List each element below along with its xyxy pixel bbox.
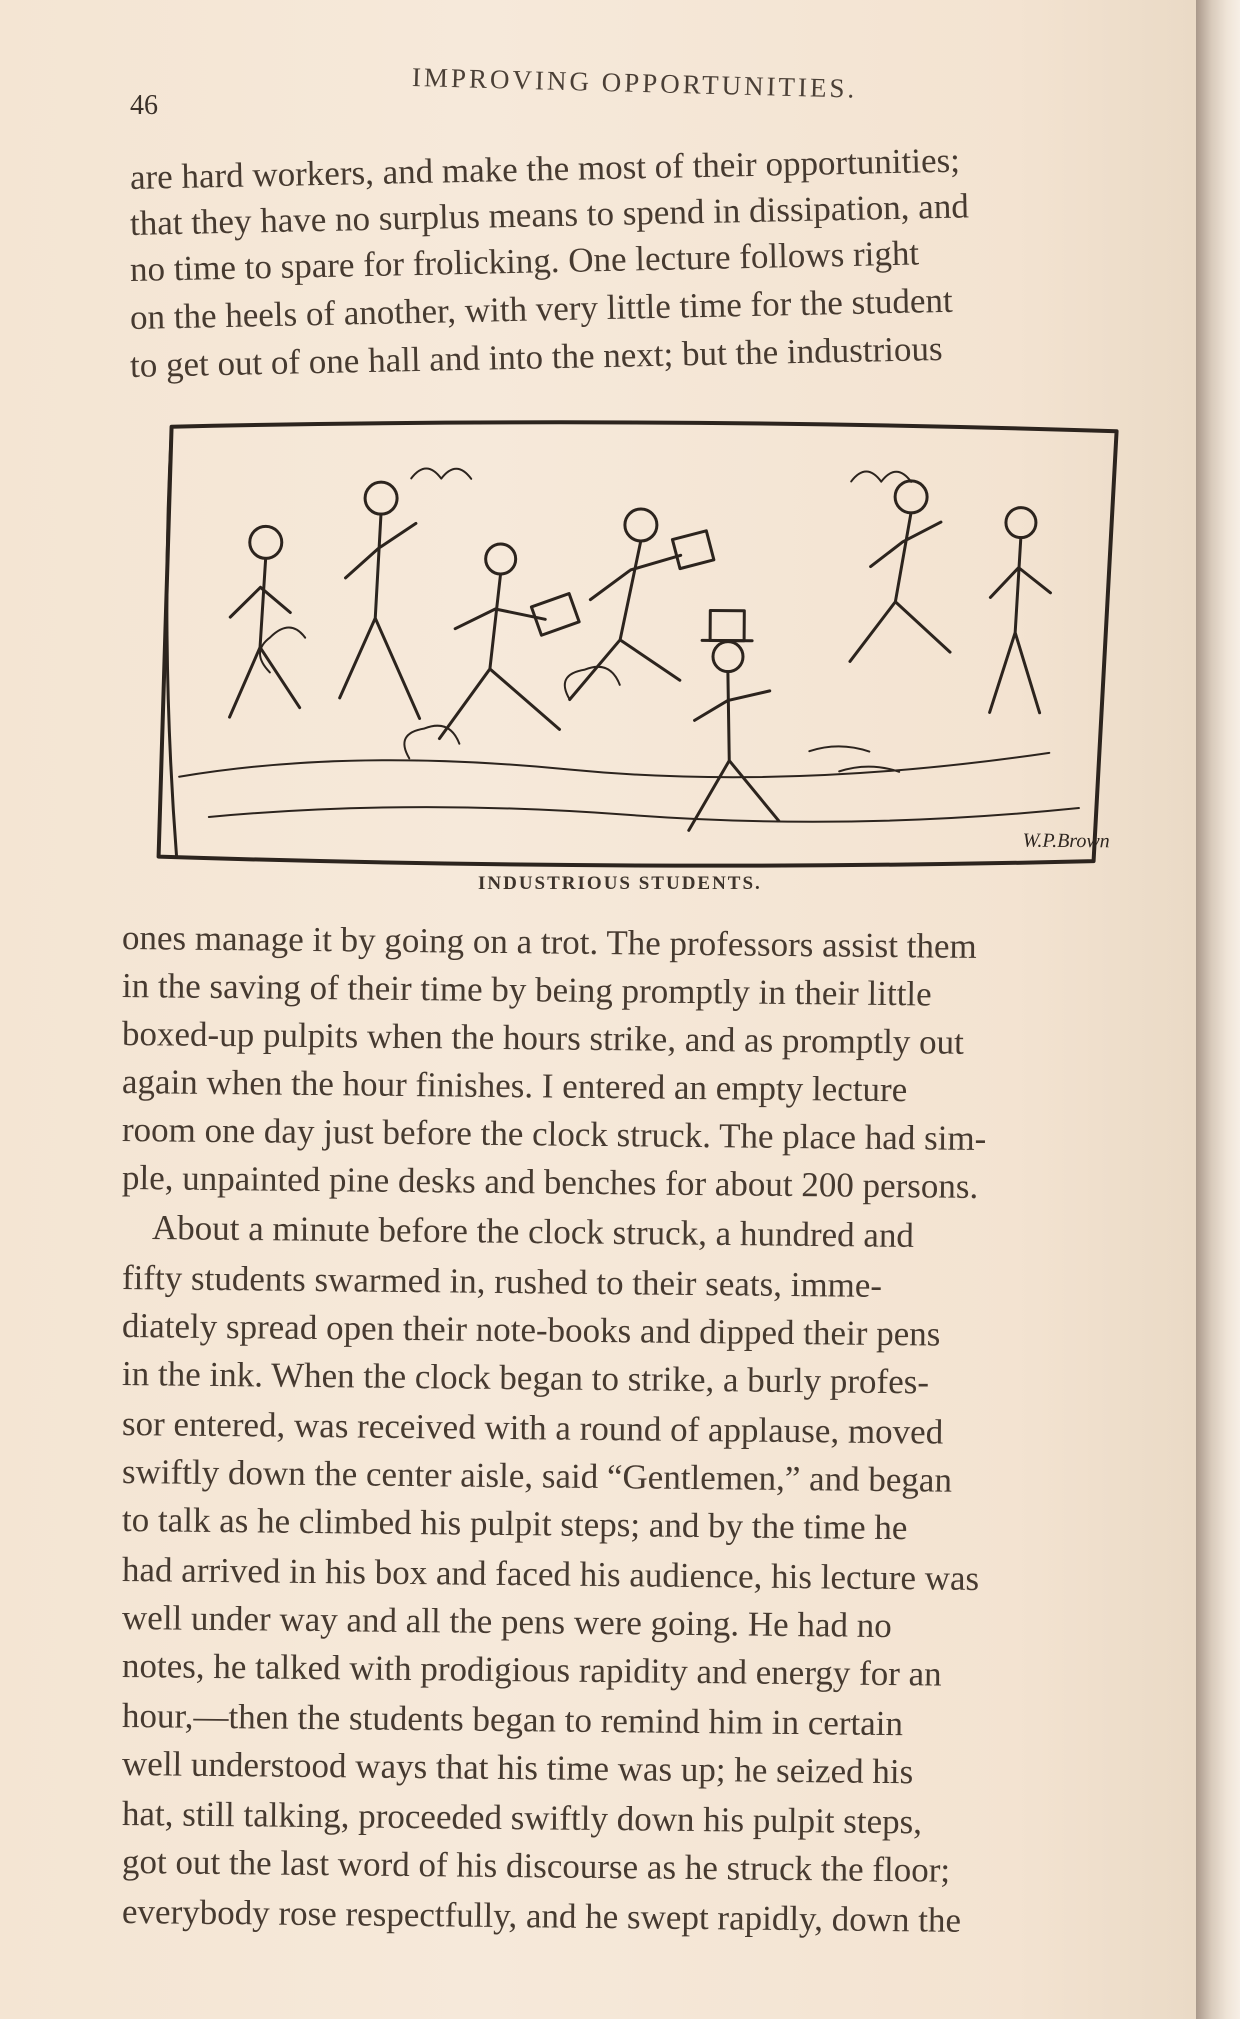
- text-line: notes, he talked with prodigious rapidity and energy for an: [121, 1646, 942, 1694]
- figure-caption: INDUSTRIOUS STUDENTS.: [478, 873, 762, 894]
- text-line: to get out of one hall and into the next; but the industrious: [129, 328, 943, 385]
- text-line: are hard workers, and make the most of their opportunities;: [129, 140, 961, 197]
- artist-signature: W.P.Brown: [1022, 829, 1110, 853]
- text-line: to talk as he climbed his pulpit steps; and by the time he: [121, 1500, 908, 1548]
- text-line: ones manage it by going on a trot. The professors assist them: [121, 918, 977, 966]
- text-line: again when the hour finishes. I entered an empty lecture: [121, 1062, 908, 1110]
- text-line: well understood ways that his time was up; he seized his: [121, 1744, 914, 1792]
- text-line: diately spread open their note-books and dipped their pens: [121, 1306, 941, 1354]
- text-line: no time to spare for frolicking. One lecture follows right: [129, 233, 920, 289]
- text-line: hat, still talking, proceeded swiftly down his pulpit steps,: [121, 1794, 923, 1842]
- text-line: room one day just before the clock struck. The place had sim-: [121, 1110, 987, 1159]
- text-line: got out the last word of his discourse as he struck the floor;: [121, 1842, 951, 1890]
- text-line: sor entered, was received with a round of applause, moved: [121, 1404, 944, 1452]
- page-edge-shadow: [1196, 0, 1240, 2019]
- page-header: [130, 62, 1180, 121]
- text-line: in the saving of their time by being promptly in their little: [121, 966, 932, 1014]
- engraving-drawing: [148, 417, 1136, 894]
- page-number: 46: [130, 90, 158, 121]
- text-line: hour,—then the students began to remind him in certain: [121, 1696, 904, 1744]
- text-line: in the ink. When the clock began to strike, a burly profes-: [121, 1354, 930, 1402]
- text-line: well under way and all the pens were going. He had no: [121, 1598, 892, 1646]
- text-line: that they have no surplus means to spend in dissipation, and: [129, 186, 970, 243]
- text-line: About a minute before the clock struck, a hundred and: [151, 1208, 915, 1255]
- running-title: IMPROVING OPPORTUNITIES.: [411, 62, 858, 104]
- text-line: on the heels of another, with very little time for the student: [129, 280, 954, 337]
- text-line: boxed-up pulpits when the hours strike, and as promptly out: [121, 1014, 965, 1062]
- text-line: swiftly down the center aisle, said “Gentlemen,” and began: [121, 1452, 953, 1500]
- text-line: fifty students swarmed in, rushed to their seats, imme-: [121, 1258, 883, 1305]
- text-line: ple, unpainted pine desks and benches for about 200 persons.: [121, 1158, 979, 1206]
- text-line: everybody rose respectfully, and he swept rapidly, down the: [121, 1892, 962, 1940]
- text-line: had arrived in his box and faced his audience, his lecture was: [121, 1550, 980, 1598]
- illustration-industrious-students: [148, 417, 1136, 894]
